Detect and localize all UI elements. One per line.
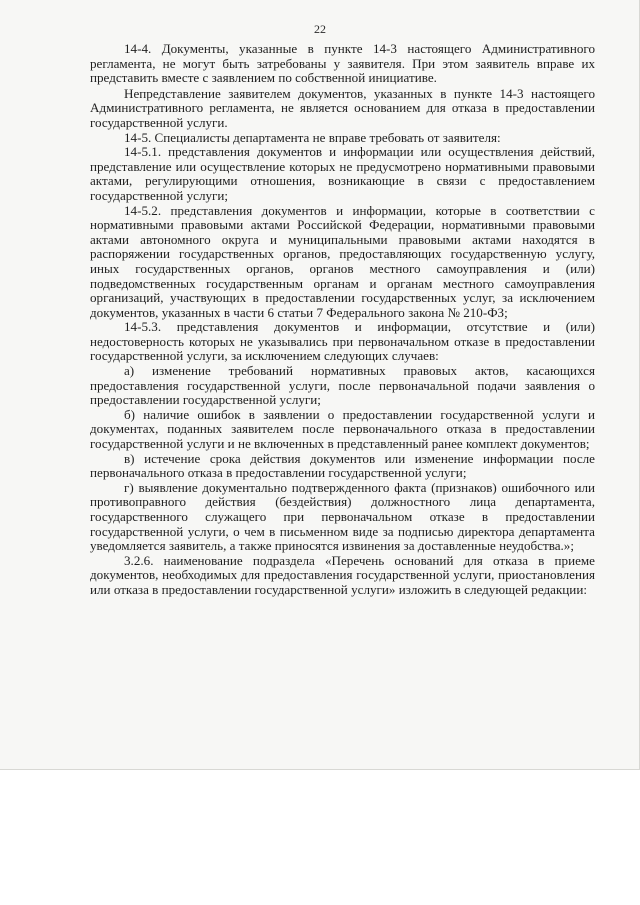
- page-number: 22: [314, 22, 326, 36]
- paragraph-14-5-3: 14-5.3. представления документов и информации, отсутствие и (или) недостоверность которых не указывались при первоначальном отказе в предоставлении государственной услуги, за исключением следующих случаев:: [90, 319, 595, 364]
- paragraph-item-g: г) выявление документально подтвержденного факта (признаков) ошибочного или противоправного действия (бездействия) должностного лица департамента, государственного служащего при первоначальном отказе в предоставлении государственной услуги, о чем в письменном виде за подписью директора департамента уведомляется заявитель, а также приносятся извинения за доставленные неудобства.»;: [90, 479, 595, 554]
- paragraph-item-a: а) изменение требований нормативных правовых актов, касающихся предоставления государственной услуги, после первоначальной подачи заявления о предоставлении государственной услуги;: [90, 363, 595, 408]
- paragraph-item-v: в) истечение срока действия документов или изменение информации после первоначального отказа в предоставлении государственной услуги;: [90, 450, 595, 481]
- paragraph-14-5-1: 14-5.1. представления документов и информации или осуществления действий, представление или осуществление которых не предусмотрено нормативными правовыми актами, регулирующими отношения, возникающие в связи с предоставлением государственной услуги;: [90, 144, 595, 203]
- paragraph-3-2-6: 3.2.6. наименование подраздела «Перечень оснований для отказа в приеме документов, необходимых для предоставления государственной услуги, приостановления или отказа в предоставлении государственной услуги» изложить в следующей редакции:: [90, 552, 595, 597]
- paragraph-item-b: б) наличие ошибок в заявлении о предоставлении государственной услуги и документах, поданных заявителем после первоначального отказа в предоставлении государственной услуги и не включенных в представленный ранее комплект документов;: [90, 406, 595, 452]
- paragraph-14-5: 14-5. Специалисты департамента не вправе требовать от заявителя:: [124, 129, 501, 145]
- paragraph-14-4: 14-4. Документы, указанные в пункте 14-3 настоящего Административного регламента, не могут быть затребованы у заявителя. При этом заявитель вправе их представить вместе с заявлением по собственной инициативе.: [90, 41, 595, 86]
- paragraph-14-5-2: 14-5.2. представления документов и информации, которые в соответствии с нормативными правовыми актами Российской Федерации, нормативными правовыми актами автономного округа и муниципальными правовыми актами находятся в распоряжении государственных органов, предоставляющих государственную услугу, иных государственных органов, органов местного самоуправления и (или) подведомственных государственным органам и органам местного самоуправления организаций, участвующих в предоставлении государственных услуг, за исключением документов, указанных в части 6 статьи 7 Федерального закона № 210-ФЗ;: [90, 202, 595, 320]
- document-body: [90, 42, 595, 598]
- paragraph-non-submission: Непредставление заявителем документов, указанных в пункте 14-3 настоящего Административного регламента, не является основанием для отказа в предоставлении государственной услуги.: [90, 85, 595, 130]
